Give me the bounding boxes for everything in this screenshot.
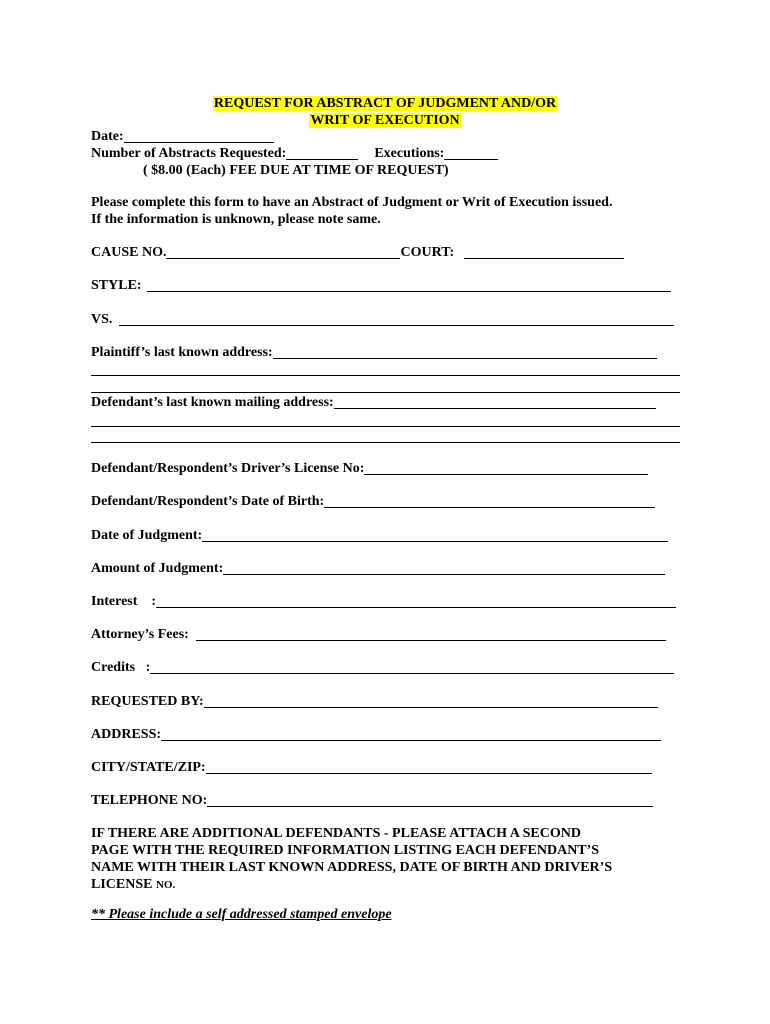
telephone-field — [91, 792, 653, 809]
envelope-note: ** Please include a self addressed stamped envelope — [91, 907, 392, 922]
dob-label: Defendant/Respondent’s Date of Birth: — [91, 494, 325, 509]
plaintiff-address-line3[interactable] — [91, 392, 680, 393]
form-title-line1: REQUEST FOR ABSTRACT OF JUDGMENT AND/OR — [213, 96, 557, 111]
plaintiff-address-blank[interactable] — [273, 345, 657, 359]
notice-line2: PAGE WITH THE REQUIRED INFORMATION LISTING EACH DEFENDANT’S — [91, 843, 600, 858]
interest-blank[interactable] — [156, 594, 676, 608]
plaintiff-address-label: Plaintiff’s last known address: — [91, 345, 273, 360]
abstracts-blank[interactable] — [286, 146, 358, 160]
address-field — [91, 726, 661, 743]
dob-field — [91, 493, 655, 510]
style-label: STYLE: — [91, 278, 142, 293]
requested-by-blank[interactable] — [204, 694, 658, 708]
defendant-address-line2[interactable] — [91, 426, 680, 427]
abstracts-label: Number of Abstracts Requested: — [91, 146, 287, 161]
notice-line3: NAME WITH THEIR LAST KNOWN ADDRESS, DATE OF BIRTH AND DRIVER’S — [91, 860, 613, 875]
date-blank[interactable] — [124, 129, 274, 143]
cause-blank[interactable] — [166, 245, 400, 259]
credits-label: Credits : — [91, 660, 151, 675]
notice-line4-text: LICENSE — [91, 877, 156, 892]
defendant-address-label: Defendant’s last known mailing address: — [91, 395, 334, 410]
attorney-fees-blank[interactable] — [196, 627, 666, 641]
vs-label: VS. — [91, 312, 113, 327]
credits-blank[interactable] — [150, 660, 674, 674]
executions-blank[interactable] — [444, 146, 498, 160]
notice-line4 — [91, 876, 175, 894]
fee-text: ( $8.00 (Each) FEE DUE AT TIME OF REQUEST) — [143, 163, 449, 178]
telephone-blank[interactable] — [207, 793, 653, 807]
drivers-license-label: Defendant/Respondent’s Driver’s License No: — [91, 461, 365, 476]
credits-field — [91, 659, 674, 676]
interest-label: Interest : — [91, 594, 157, 609]
vs-field — [91, 311, 674, 328]
date-field — [91, 128, 274, 145]
defendant-address-blank[interactable] — [334, 395, 656, 409]
requested-by-label: REQUESTED BY: — [91, 694, 204, 709]
date-judgment-label: Date of Judgment: — [91, 528, 203, 543]
date-label: Date: — [91, 129, 124, 144]
city-state-zip-field — [91, 759, 652, 776]
instructions-line2: If the information is unknown, please note same. — [91, 212, 381, 227]
drivers-license-field — [91, 460, 648, 477]
form-title-line2: WRIT OF EXECUTION — [310, 113, 460, 128]
address-blank[interactable] — [161, 727, 661, 741]
executions-label: Executions: — [374, 146, 445, 161]
abstracts-field — [91, 145, 498, 162]
plaintiff-address-line2[interactable] — [91, 375, 680, 376]
court-blank[interactable] — [464, 245, 624, 259]
vs-blank[interactable] — [119, 312, 674, 326]
cause-court-field — [91, 244, 624, 261]
style-field — [91, 277, 671, 294]
date-judgment-field — [91, 527, 668, 544]
amount-judgment-field — [91, 560, 665, 577]
attorney-fees-field — [91, 626, 666, 643]
cause-label: CAUSE NO. — [91, 245, 167, 260]
date-judgment-blank[interactable] — [202, 528, 668, 542]
drivers-license-blank[interactable] — [364, 461, 648, 475]
plaintiff-address-field — [91, 344, 657, 361]
dob-blank[interactable] — [324, 494, 655, 508]
style-blank[interactable] — [147, 278, 671, 292]
notice-line1: IF THERE ARE ADDITIONAL DEFENDANTS - PLEASE ATTACH A SECOND — [91, 826, 581, 841]
notice-line4-no: NO. — [155, 879, 176, 891]
telephone-label: TELEPHONE NO: — [91, 793, 208, 808]
amount-judgment-blank[interactable] — [223, 561, 665, 575]
address-label: ADDRESS: — [91, 727, 162, 742]
city-label: CITY/STATE/ZIP: — [91, 760, 206, 775]
attorney-fees-label: Attorney’s Fees: — [91, 627, 189, 642]
interest-field — [91, 593, 676, 610]
defendant-address-line3[interactable] — [91, 442, 680, 443]
amount-judgment-label: Amount of Judgment: — [91, 561, 224, 576]
instructions-line1: Please complete this form to have an Abstract of Judgment or Writ of Execution issued. — [91, 195, 613, 210]
court-label: COURT: — [400, 245, 455, 260]
requested-by-field — [91, 693, 658, 710]
city-blank[interactable] — [206, 760, 652, 774]
defendant-address-field — [91, 394, 656, 411]
